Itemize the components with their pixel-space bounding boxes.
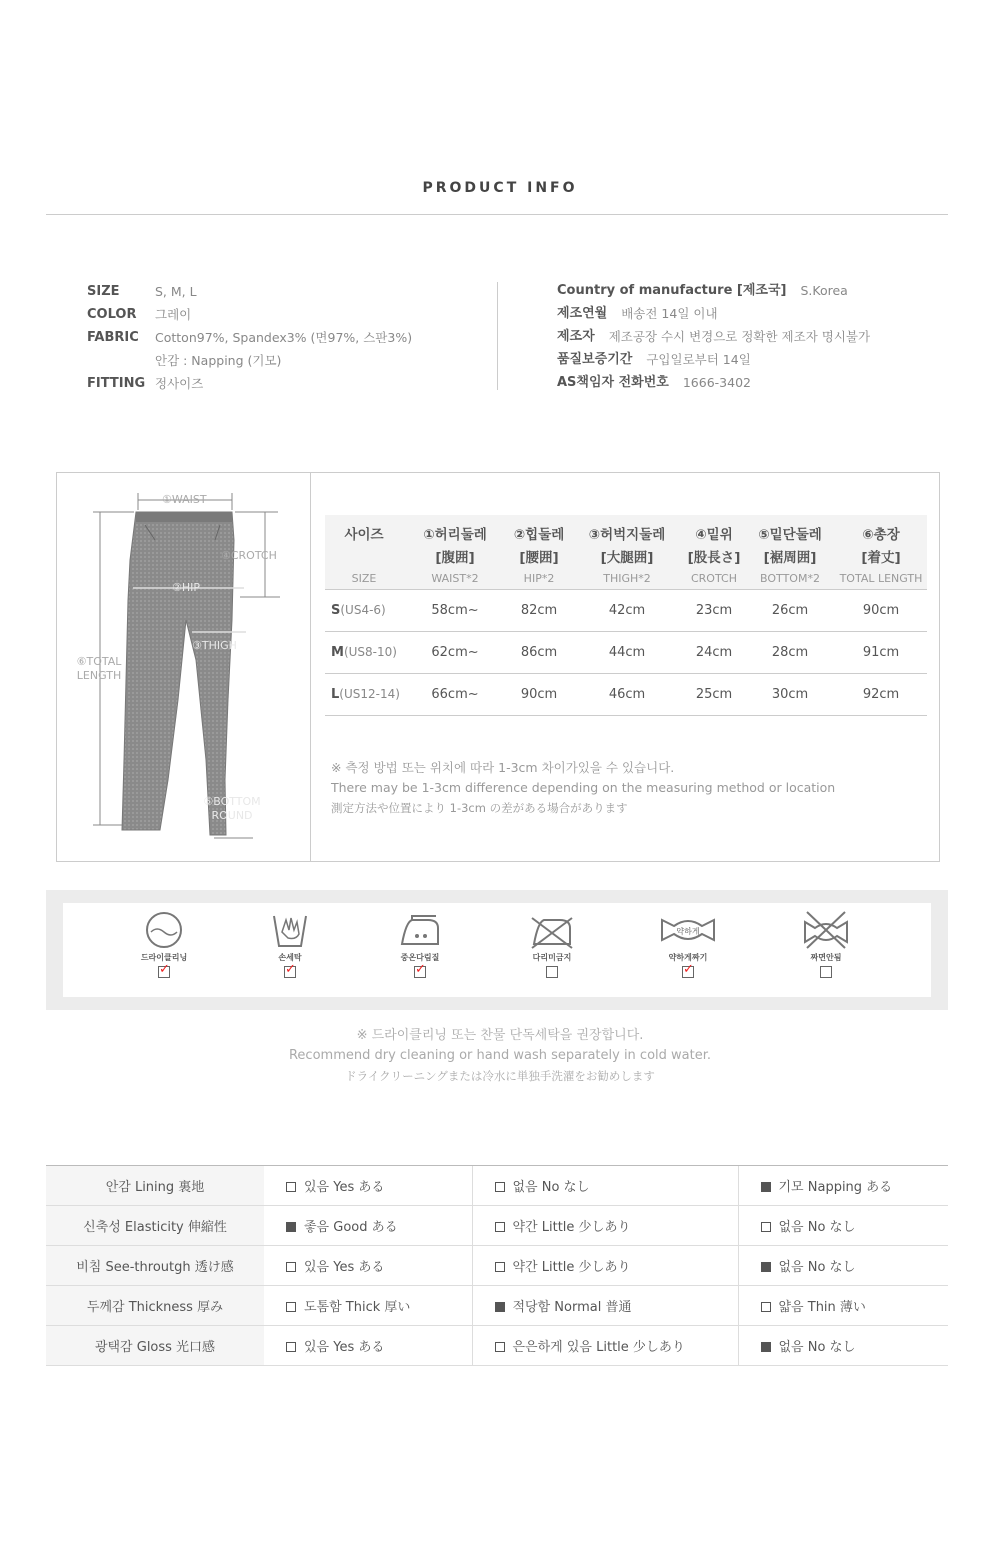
waist-label: ①WAIST bbox=[162, 493, 207, 506]
attribute-option bbox=[472, 1286, 738, 1326]
option-checkbox bbox=[495, 1262, 505, 1272]
care-checkbox bbox=[682, 966, 694, 978]
info-value: S, M, L bbox=[155, 284, 197, 299]
wash-note-ko: ※ 드라이클리닝 또는 찬물 단독세탁을 권장합니다. bbox=[356, 1028, 644, 1043]
option-label: 약간 Little 少しあり bbox=[512, 1220, 631, 1235]
header-cell: WAIST*2 bbox=[403, 567, 507, 590]
care-checkbox bbox=[284, 966, 296, 978]
info-row-size bbox=[87, 280, 487, 303]
info-value: 그레이 bbox=[155, 307, 192, 322]
info-value: 배송전 14일 이내 bbox=[621, 306, 718, 321]
value-cell: 44cm bbox=[571, 632, 683, 674]
attribute-row-elasticity bbox=[46, 1206, 948, 1246]
care-item-iron-medium bbox=[380, 910, 460, 978]
header-cell: BOTTOM*2 bbox=[745, 567, 835, 590]
option-label: 얇음 Thin 薄い bbox=[778, 1300, 866, 1315]
header-cell: [大腿囲] bbox=[571, 545, 683, 567]
care-item-hand-wash bbox=[250, 910, 330, 978]
info-key: 제조연월 bbox=[557, 306, 608, 321]
option-checkbox bbox=[286, 1182, 296, 1192]
attribute-option bbox=[472, 1326, 738, 1366]
attribute-option bbox=[472, 1166, 738, 1206]
option-checkbox bbox=[761, 1182, 771, 1192]
option-checkbox bbox=[495, 1182, 505, 1192]
attribute-option bbox=[264, 1326, 472, 1366]
value-cell: 66cm~ bbox=[403, 674, 507, 716]
iron-medium-icon bbox=[398, 910, 442, 950]
total-length-label bbox=[70, 655, 128, 683]
value-cell: 25cm bbox=[683, 674, 745, 716]
info-value: 안감 : Napping (기모) bbox=[155, 353, 282, 368]
attribute-name: 신축성 Elasticity 伸縮性 bbox=[46, 1206, 264, 1246]
attribute-option bbox=[264, 1246, 472, 1286]
info-key: 제조자 bbox=[557, 329, 595, 344]
info-right bbox=[557, 279, 987, 394]
size-table bbox=[325, 515, 927, 716]
bottom-round-label-line2: ROUND bbox=[211, 809, 253, 822]
header-cell: ④밑위 bbox=[683, 515, 745, 545]
attribute-name: 비침 See-throutgh 透け感 bbox=[46, 1246, 264, 1286]
care-label: 드라이클리닝 bbox=[140, 953, 188, 962]
care-item-dry-clean bbox=[124, 910, 204, 978]
note-ko: ※ 측정 방법 또는 위치에 따라 1-3cm 차이가있을 수 있습니다. bbox=[331, 760, 675, 775]
info-row-as-phone bbox=[557, 371, 987, 394]
note-jp: 測定方法や位置により 1-3cm の差がある場合があります bbox=[331, 801, 628, 815]
info-key: SIZE bbox=[87, 284, 120, 299]
total-length-label-line1: ⑥TOTAL bbox=[76, 655, 122, 668]
value-cell: 26cm bbox=[745, 590, 835, 632]
no-iron-icon bbox=[530, 910, 574, 950]
header-cell: ②힙둘레 bbox=[507, 515, 571, 545]
header-cell: [股長さ] bbox=[683, 545, 745, 567]
info-key: 품질보증기간 bbox=[557, 352, 633, 367]
table-row bbox=[325, 632, 927, 674]
size-us: (US12-14) bbox=[339, 687, 400, 701]
info-row-country bbox=[557, 279, 987, 302]
attribute-option bbox=[738, 1166, 948, 1206]
header-cell: [腰囲] bbox=[507, 545, 571, 567]
attribute-name: 광택감 Gloss 光口感 bbox=[46, 1326, 264, 1366]
info-row-lining bbox=[87, 349, 487, 372]
option-label: 없음 No なし bbox=[778, 1340, 856, 1355]
header-cell: [腹囲] bbox=[403, 545, 507, 567]
care-item-no-iron bbox=[512, 910, 592, 978]
info-row-date bbox=[557, 302, 987, 325]
svg-text:약하게: 약하게 bbox=[676, 927, 700, 936]
header-cell: ③허벅지둘레 bbox=[571, 515, 683, 545]
total-length-label-line2: LENGTH bbox=[76, 669, 122, 682]
header-cell: SIZE bbox=[325, 567, 403, 590]
value-cell: 58cm~ bbox=[403, 590, 507, 632]
option-checkbox bbox=[286, 1262, 296, 1272]
wash-note-en: Recommend dry cleaning or hand wash separately in cold water. bbox=[288, 1048, 711, 1063]
info-key: COLOR bbox=[87, 307, 137, 322]
value-cell: 46cm bbox=[571, 674, 683, 716]
size-us: (US4-6) bbox=[340, 603, 386, 617]
header-cell: THIGH*2 bbox=[571, 567, 683, 590]
care-label: 짜면안됨 bbox=[810, 953, 842, 962]
value-cell: 90cm bbox=[507, 674, 571, 716]
option-label: 없음 No なし bbox=[512, 1180, 590, 1195]
value-cell: 90cm bbox=[835, 590, 927, 632]
value-cell: 28cm bbox=[745, 632, 835, 674]
attribute-option bbox=[738, 1326, 948, 1366]
care-checkbox bbox=[820, 966, 832, 978]
option-checkbox bbox=[761, 1222, 771, 1232]
size-cell bbox=[325, 632, 403, 674]
option-label: 없음 No なし bbox=[778, 1260, 856, 1275]
size-chart-divider bbox=[310, 472, 311, 861]
value-cell: 24cm bbox=[683, 632, 745, 674]
size-name: M bbox=[331, 645, 344, 660]
info-row-warranty bbox=[557, 348, 987, 371]
size-table-header-en bbox=[325, 567, 927, 590]
option-label: 적당함 Normal 普通 bbox=[512, 1300, 632, 1315]
title-divider bbox=[46, 214, 948, 215]
table-row bbox=[325, 590, 927, 632]
page-title: PRODUCT INFO bbox=[422, 180, 578, 196]
info-row-maker bbox=[557, 325, 987, 348]
care-label: 다리미금지 bbox=[532, 953, 572, 962]
option-checkbox bbox=[495, 1222, 505, 1232]
care-item-no-wring bbox=[786, 910, 866, 978]
info-value: 제조공장 수시 변경으로 정확한 제조자 명시불가 bbox=[608, 329, 871, 344]
header-cell: HIP*2 bbox=[507, 567, 571, 590]
care-label: 손세탁 bbox=[278, 953, 302, 962]
info-row-color bbox=[87, 303, 487, 326]
attribute-option bbox=[472, 1206, 738, 1246]
attribute-row-thickness bbox=[46, 1286, 948, 1326]
header-cell: [着丈] bbox=[835, 545, 927, 567]
measurement-notes bbox=[331, 758, 835, 818]
header-cell: [裾周囲] bbox=[745, 545, 835, 567]
attribute-option bbox=[738, 1206, 948, 1246]
value-cell: 42cm bbox=[571, 590, 683, 632]
size-table-header-jp bbox=[325, 545, 927, 567]
size-us: (US8-10) bbox=[343, 645, 397, 659]
info-value: Cotton97%, Spandex3% (면97%, 스판3%) bbox=[155, 330, 413, 345]
header-cell: ⑥총장 bbox=[835, 515, 927, 545]
header-cell: CROTCH bbox=[683, 567, 745, 590]
bottom-round-label bbox=[197, 795, 267, 823]
header-cell: 사이즈 bbox=[325, 515, 403, 545]
thigh-label: ③THIGH bbox=[192, 639, 237, 652]
value-cell: 82cm bbox=[507, 590, 571, 632]
option-label: 약간 Little 少しあり bbox=[512, 1260, 631, 1275]
attribute-option bbox=[264, 1286, 472, 1326]
info-row-fitting bbox=[87, 372, 487, 395]
care-label: 약하게짜기 bbox=[668, 953, 708, 962]
size-cell bbox=[325, 674, 403, 716]
option-label: 없음 No なし bbox=[778, 1220, 856, 1235]
info-key: AS책임자 전화번호 bbox=[557, 375, 669, 390]
value-cell: 62cm~ bbox=[403, 632, 507, 674]
size-name: S bbox=[331, 603, 341, 618]
info-key bbox=[87, 349, 155, 372]
attribute-row-see-through bbox=[46, 1246, 948, 1286]
value-cell: 30cm bbox=[745, 674, 835, 716]
hand-wash-icon bbox=[268, 910, 312, 950]
attribute-option bbox=[264, 1206, 472, 1246]
option-label: 있음 Yes ある bbox=[304, 1260, 385, 1275]
info-divider bbox=[497, 282, 498, 390]
info-value: 구입일로부터 14일 bbox=[646, 352, 751, 367]
info-value: 1666-3402 bbox=[682, 375, 751, 390]
crotch-label: ④CROTCH bbox=[221, 549, 277, 562]
attribute-table bbox=[46, 1165, 948, 1366]
option-checkbox bbox=[761, 1302, 771, 1312]
attribute-option bbox=[264, 1166, 472, 1206]
note-en: There may be 1-3cm difference depending on the measuring method or location bbox=[331, 780, 836, 795]
value-cell: 91cm bbox=[835, 632, 927, 674]
no-wring-icon bbox=[801, 910, 851, 950]
info-value: 정사이즈 bbox=[155, 376, 204, 391]
option-checkbox bbox=[761, 1262, 771, 1272]
option-checkbox bbox=[286, 1302, 296, 1312]
care-checkbox bbox=[546, 966, 558, 978]
header-cell: ①허리둘레 bbox=[403, 515, 507, 545]
info-key: FABRIC bbox=[87, 330, 139, 345]
value-cell: 86cm bbox=[507, 632, 571, 674]
option-checkbox bbox=[495, 1342, 505, 1352]
attribute-name: 두께감 Thickness 厚み bbox=[46, 1286, 264, 1326]
option-label: 은은하게 있음 Little 少しあり bbox=[512, 1340, 685, 1355]
wash-note bbox=[0, 1026, 1000, 1086]
wash-note-jp: ドライクリーニングまたは冷水に単独手洗濯をお勧めします bbox=[345, 1069, 655, 1083]
option-label: 있음 Yes ある bbox=[304, 1340, 385, 1355]
attribute-row-lining bbox=[46, 1166, 948, 1206]
option-label: 도톰함 Thick 厚い bbox=[304, 1300, 411, 1315]
info-key: Country of manufacture [제조국] bbox=[557, 283, 787, 298]
attribute-option bbox=[738, 1286, 948, 1326]
value-cell: 92cm bbox=[835, 674, 927, 716]
size-table-header-ko bbox=[325, 515, 927, 545]
info-value: S.Korea bbox=[800, 283, 848, 298]
option-checkbox bbox=[286, 1222, 296, 1232]
care-item-wring-gently bbox=[648, 910, 728, 978]
hip-label: ②HIP bbox=[172, 581, 201, 594]
info-key: FITTING bbox=[87, 376, 146, 391]
option-checkbox bbox=[495, 1302, 505, 1312]
size-name: L bbox=[331, 687, 340, 702]
header-cell bbox=[325, 545, 403, 567]
option-label: 좋음 Good ある bbox=[304, 1220, 398, 1235]
attribute-name: 안감 Lining 裏地 bbox=[46, 1166, 264, 1206]
info-left bbox=[87, 280, 487, 395]
attribute-option bbox=[738, 1246, 948, 1286]
wring-gently-icon bbox=[658, 910, 718, 950]
option-label: 기모 Napping ある bbox=[778, 1180, 893, 1195]
info-row-fabric bbox=[87, 326, 487, 349]
option-checkbox bbox=[761, 1342, 771, 1352]
option-label: 있음 Yes ある bbox=[304, 1180, 385, 1195]
table-row bbox=[325, 674, 927, 716]
value-cell: 23cm bbox=[683, 590, 745, 632]
care-checkbox bbox=[414, 966, 426, 978]
attribute-option bbox=[472, 1246, 738, 1286]
header-cell: ⑤밑단둘레 bbox=[745, 515, 835, 545]
care-label: 중온다림질 bbox=[400, 953, 440, 962]
size-cell bbox=[325, 590, 403, 632]
bottom-round-label-line1: ⑤BOTTOM bbox=[203, 795, 261, 808]
header-cell: TOTAL LENGTH bbox=[835, 567, 927, 590]
care-checkbox bbox=[158, 966, 170, 978]
attribute-row-gloss bbox=[46, 1326, 948, 1366]
option-checkbox bbox=[286, 1342, 296, 1352]
dry-clean-icon bbox=[142, 910, 186, 950]
